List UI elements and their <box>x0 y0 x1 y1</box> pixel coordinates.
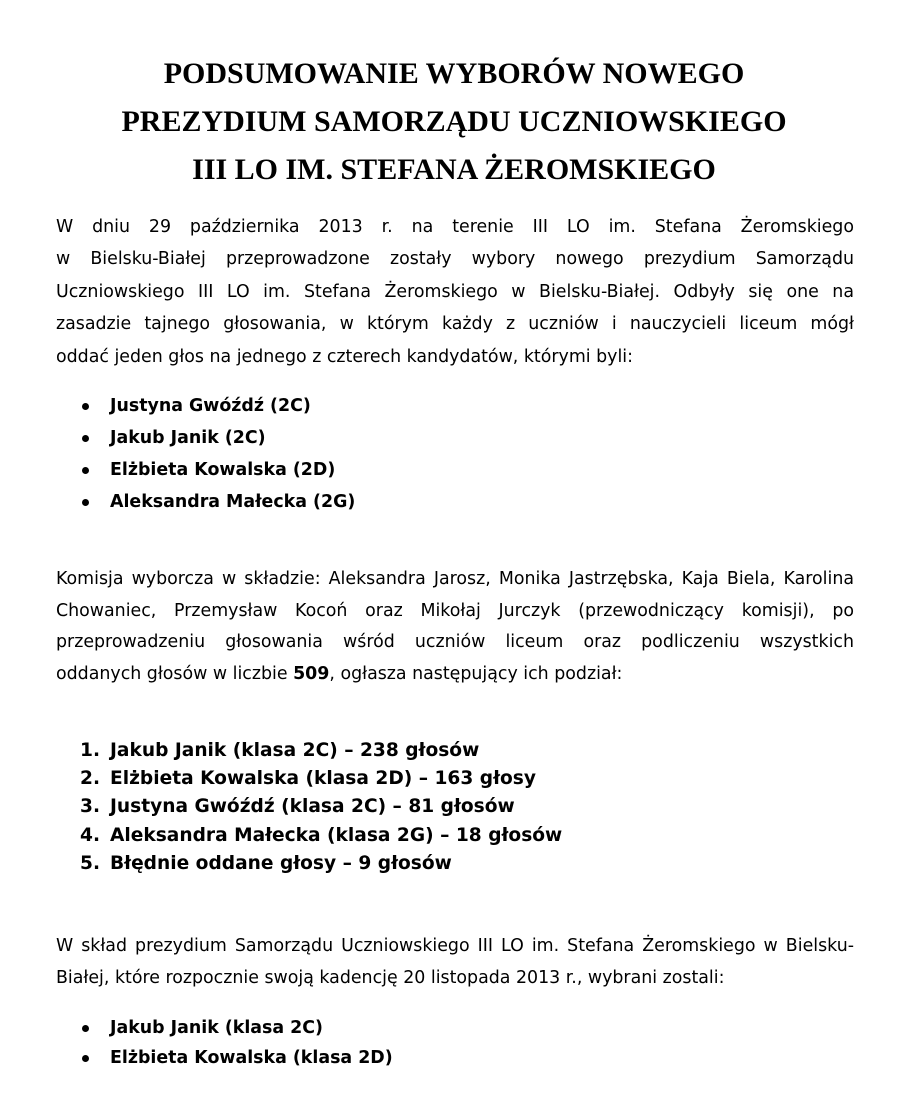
bullet-icon <box>82 403 89 410</box>
result-text: Aleksandra Małecka (klasa 2G) – 18 głosów <box>110 824 563 846</box>
results-list <box>80 737 562 878</box>
result-number: 1. <box>80 740 101 761</box>
list-item <box>80 765 562 793</box>
elected-name: Jakub Janik (klasa 2C) <box>110 1018 323 1038</box>
bullet-icon <box>82 1025 89 1032</box>
title-line-3: III LO IM. STEFANA ŻEROMSKIEGO <box>192 153 716 186</box>
bullet-icon <box>82 467 89 474</box>
result-text: Justyna Gwóźdź (klasa 2C) – 81 głosów <box>110 796 515 818</box>
document-title <box>40 50 868 194</box>
list-item <box>80 850 562 878</box>
outro-paragraph <box>56 930 854 995</box>
candidates-list <box>80 390 355 518</box>
candidate-name: Justyna Gwóźdź (2C) <box>110 396 311 416</box>
bullet-icon <box>82 1055 89 1062</box>
list-item <box>80 454 355 486</box>
title-line-1: PODSUMOWANIE WYBORÓW NOWEGO <box>163 57 745 90</box>
result-text: Błędnie oddane głosy – 9 głosów <box>110 852 452 874</box>
bullet-icon <box>82 435 89 442</box>
result-number: 2. <box>80 768 101 790</box>
outro-line-1: W skład prezydium Samorządu Uczniowskiego III LO im. Stefana Żeromskiego w Bielsku- <box>56 936 854 956</box>
intro-line-1: W dniu 29 października 2013 r. na terenie III LO im. Stefana Żeromskiego <box>56 217 854 237</box>
total-votes: 509 <box>293 663 330 684</box>
result-number: 5. <box>80 852 101 874</box>
list-item <box>80 793 562 821</box>
commission-line-3: przeprowadzeniu głosowania wśród uczniów liceum oraz podliczeniu wszystkich <box>56 632 854 652</box>
outro-line-2: Białej, które rozpocznie swoją kadencję 20 listopada 2013 r., wybrani zostali: <box>56 968 725 989</box>
list-item <box>80 822 562 850</box>
candidate-name: Jakub Janik (2C) <box>110 428 266 448</box>
candidate-name: Elżbieta Kowalska (2D) <box>110 460 336 480</box>
result-number: 3. <box>80 796 101 818</box>
intro-line-5: oddać jeden głos na jednego z czterech kandydatów, którymi byli: <box>56 346 633 367</box>
commission-line-4-tail: , ogłasza następujący ich podział: <box>329 663 623 684</box>
commission-line-4 <box>56 659 854 691</box>
list-item <box>80 486 355 518</box>
result-text: Elżbieta Kowalska (klasa 2D) – 163 głosy <box>110 768 536 790</box>
list-item <box>80 422 355 454</box>
elected-list <box>80 1013 393 1073</box>
commission-line-4-text: oddanych głosów w liczbie <box>56 663 294 684</box>
list-item <box>80 1043 393 1073</box>
intro-line-4: zasadzie tajnego głosowania, w którym każdy z uczniów i nauczycieli liceum mógł <box>56 314 854 335</box>
intro-line-3: Uczniowskiego III LO im. Stefana Żeromskiego w Bielsku-Białej. Odbyły się one na <box>56 281 854 302</box>
bullet-icon <box>82 499 89 506</box>
result-text: Jakub Janik (klasa 2C) – 238 głosów <box>110 740 480 761</box>
intro-paragraph <box>56 211 854 373</box>
list-item <box>80 737 562 765</box>
elected-name: Elżbieta Kowalska (klasa 2D) <box>110 1048 393 1068</box>
title-line-2: PREZYDIUM SAMORZĄDU UCZNIOWSKIEGO <box>121 105 787 138</box>
intro-line-2: w Bielsku-Białej przeprowadzone zostały wybory nowego prezydium Samorządu <box>56 249 854 270</box>
commission-line-2: Chowaniec, Przemysław Kocoń oraz Mikołaj Jurczyk (przewodniczący komisji), po <box>56 600 854 621</box>
candidate-name: Aleksandra Małecka (2G) <box>110 492 356 512</box>
result-number: 4. <box>80 824 101 846</box>
list-item <box>80 390 355 422</box>
commission-paragraph <box>56 564 854 690</box>
commission-line-1: Komisja wyborcza w składzie: Aleksandra Jarosz, Monika Jastrzębska, Kaja Biela, Karolina <box>56 569 854 589</box>
list-item <box>80 1013 393 1043</box>
